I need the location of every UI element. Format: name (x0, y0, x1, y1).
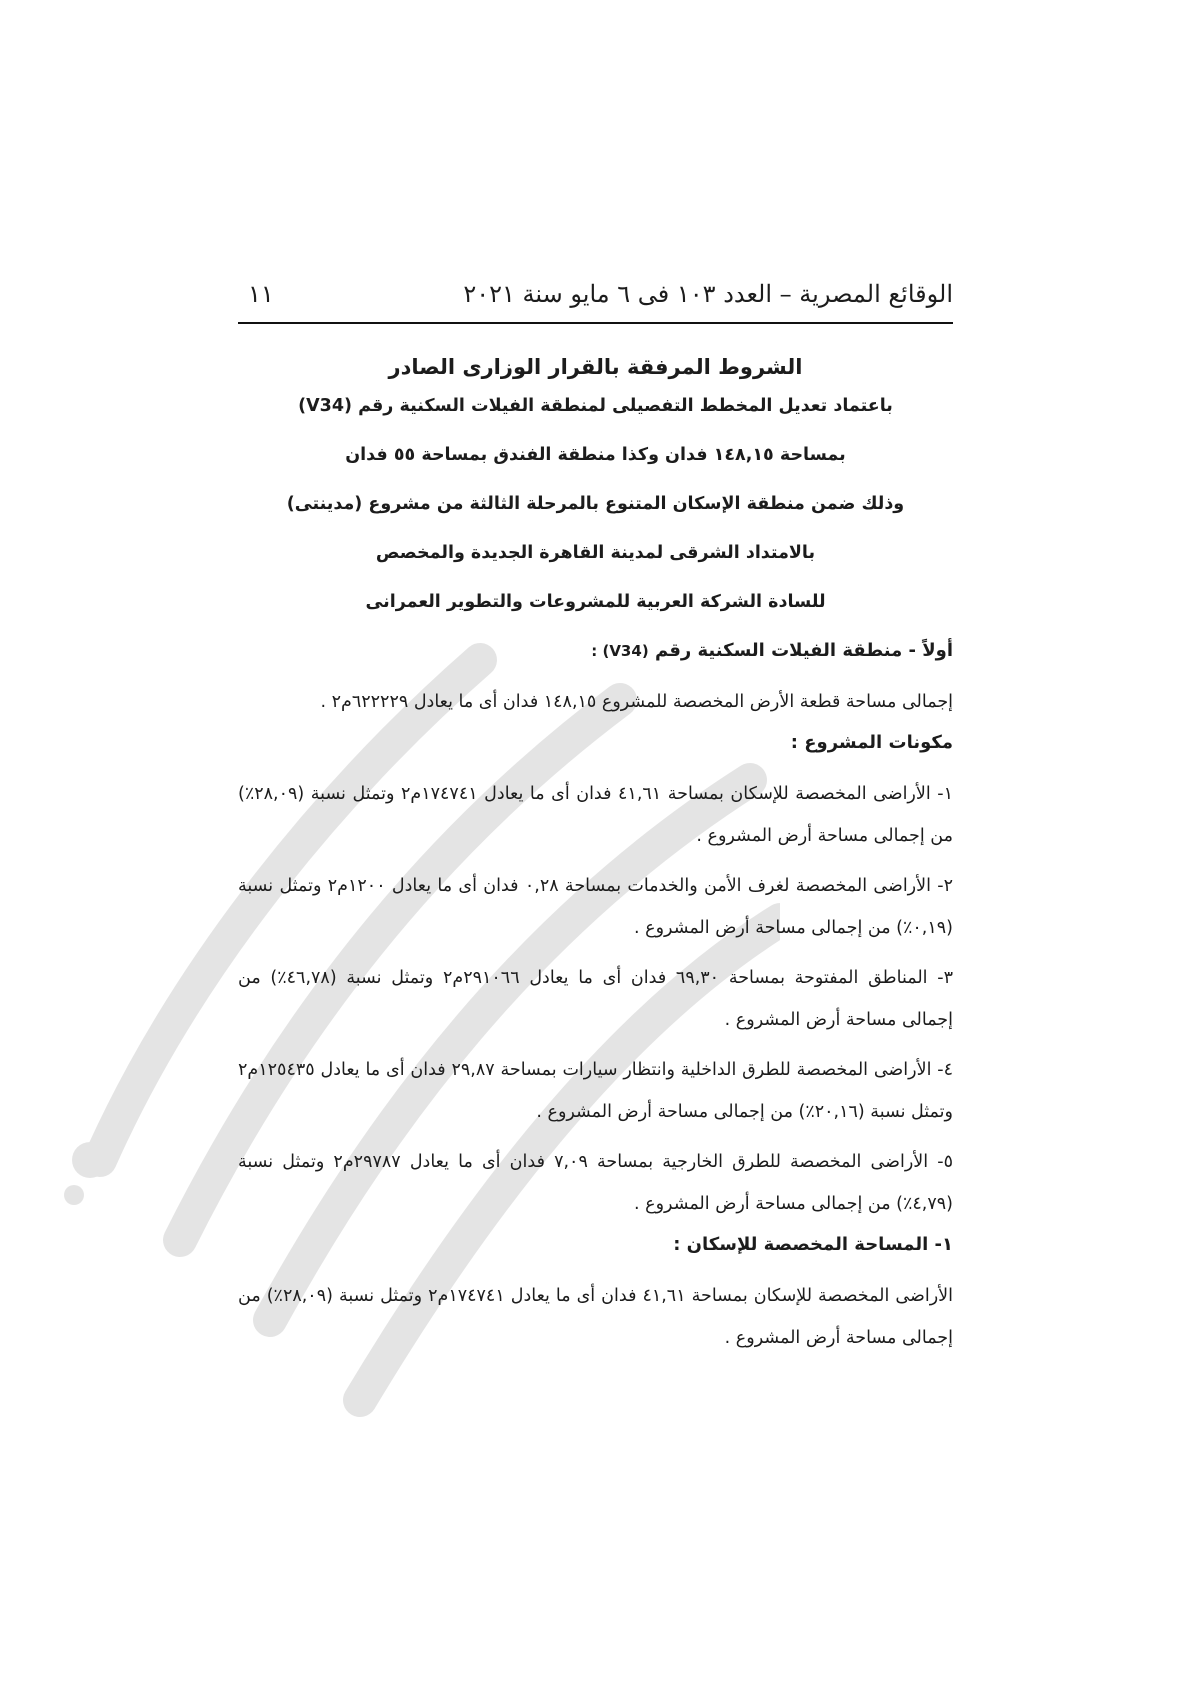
components-heading: مكونات المشروع : (790, 732, 953, 753)
section-heading-text: أولاً - منطقة الفيلات السكنية رقم (654, 640, 953, 661)
component-item: ١- الأراضى المخصصة للإسكان بمساحة ٤١,٦١ فدان أى ما يعادل ١٧٤٧٤١م٢ وتمثل نسبة (٢٨,٠٩٪) من إجمالى مساحة أرض المشروع . (238, 784, 953, 846)
section-heading-villas (238, 639, 953, 663)
title-block (238, 352, 953, 614)
component-item: ٤- الأراضى المخصصة للطرق الداخلية وانتظار سيارات بمساحة ٢٩,٨٧ فدان أى ما يعادل ١٢٥٤٣٥م٢ وتمثل نسبة (٢٠,١٦٪) من إجمالى مساحة أرض المشروع . (238, 1060, 954, 1122)
subtitle-line: للسادة الشركة العربية للمشروعات والتطوير العمرانى (365, 592, 826, 612)
main-title: الشروط المرفقة بالقرار الوزارى الصادر (388, 355, 803, 379)
component-item: ٢- الأراضى المخصصة لغرف الأمن والخدمات بمساحة ٠,٢٨ فدان أى ما يعادل ١٢٠٠م٢ وتمثل نسبة (٠,١٩٪) من إجمالى مساحة أرض المشروع . (238, 876, 954, 938)
header-divider (238, 322, 953, 324)
component-item: ٣- المناطق المفتوحة بمساحة ٦٩,٣٠ فدان أى ما يعادل ٢٩١٠٦٦م٢ وتمثل نسبة (٤٦,٧٨٪) من إجمالى مساحة أرض المشروع . (238, 968, 953, 1030)
housing-area-paragraph: الأراضى المخصصة للإسكان بمساحة ٤١,٦١ فدان أى ما يعادل ١٧٤٧٤١م٢ وتمثل نسبة (٢٨,٠٩٪) من إجمالى مساحة أرض المشروع . (238, 1286, 953, 1348)
section-heading-code: (V34) : (591, 642, 649, 660)
subtitle-line: وذلك ضمن منطقة الإسكان المتنوع بالمرحلة الثالثة من مشروع (مدينتى) (286, 494, 905, 514)
subtitle-line: بمساحة ١٤٨,١٥ فدان وكذا منطقة الفندق بمساحة ٥٥ فدان (345, 445, 846, 465)
document-body (238, 352, 953, 1367)
page-header (238, 280, 953, 320)
subtitle-line: بالامتداد الشرقى لمدينة القاهرة الجديدة والمخصص (375, 543, 816, 563)
subtitle-line: باعتماد تعديل المخطط التفصيلى لمنطقة الفيلات السكنية رقم (V34) (298, 396, 893, 416)
gazette-title: الوقائع المصرية – العدد ١٠٣ فى ٦ مايو سنة ٢٠٢١ (463, 280, 953, 308)
housing-area-heading: ١- المساحة المخصصة للإسكان : (673, 1234, 953, 1255)
total-area-paragraph: إجمالى مساحة قطعة الأرض المخصصة للمشروع ١٤٨,١٥ فدان أى ما يعادل ٦٢٢٢٢٩م٢ . (320, 692, 953, 712)
page-number: ١١ (248, 280, 274, 308)
component-item: ٥- الأراضى المخصصة للطرق الخارجية بمساحة ٧,٠٩ فدان أى ما يعادل ٢٩٧٨٧م٢ وتمثل نسبة (٤,٧٩٪) من إجمالى مساحة أرض المشروع . (238, 1152, 953, 1214)
